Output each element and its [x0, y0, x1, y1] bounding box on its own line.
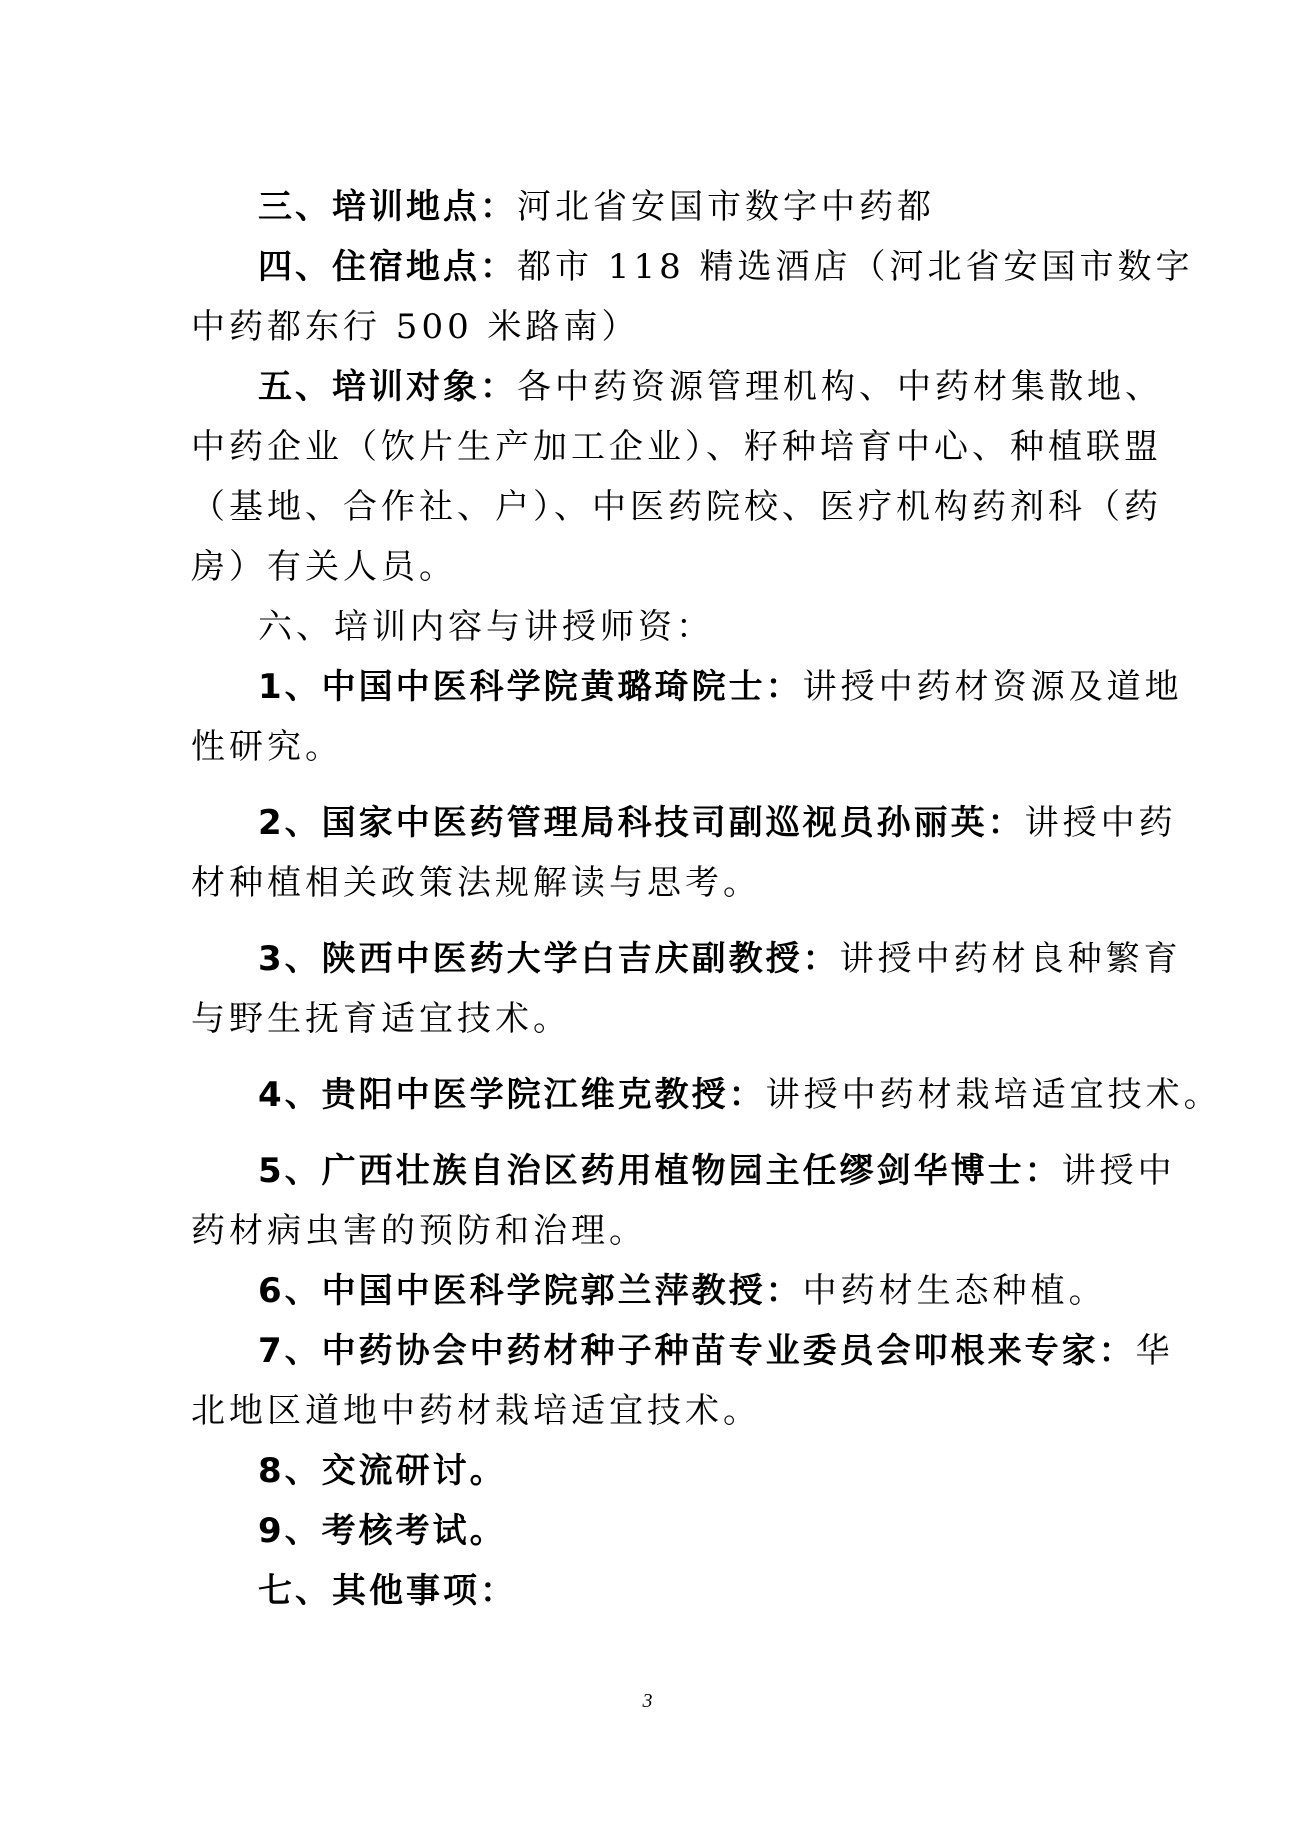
- section-4-continuation: 中药都东行 500 米路南）: [191, 307, 640, 347]
- item-2-text: 讲授中药: [1024, 803, 1177, 843]
- section-6-heading: 六、培训内容与讲授师资：: [258, 607, 714, 647]
- item-2-line: [258, 803, 1177, 843]
- item-4-heading: 4、贵阳中医学院江维克教授：: [258, 1075, 766, 1115]
- section-4-line: [258, 247, 1194, 287]
- section-5-text: 各中药资源管理机构、中药材集散地、: [517, 367, 1163, 407]
- item-6-line: [258, 1271, 1107, 1311]
- section-5-line: [258, 367, 1163, 407]
- section-6-line: [258, 607, 714, 647]
- item-6-text: 中药材生态种植。: [802, 1271, 1107, 1311]
- section-5-heading: 五、培训对象：: [258, 367, 517, 407]
- item-4-line: [258, 1075, 1222, 1115]
- item-8-heading: 8、交流研讨。: [258, 1451, 507, 1491]
- item-5-text: 讲授中: [1061, 1151, 1176, 1191]
- item-5-heading: 5、广西壮族自治区药用植物园主任缪剑华博士：: [258, 1151, 1062, 1191]
- item-5-line: [258, 1151, 1176, 1191]
- section-5-continuation-2: （基地、合作社、户）、中医药院校、医疗机构药剂科（药: [191, 487, 1162, 527]
- page-number: 3: [642, 1690, 653, 1712]
- item-7-text: 华: [1135, 1331, 1174, 1371]
- item-1-heading: 1、中国中医科学院黄璐琦院士：: [258, 667, 803, 707]
- item-1-text: 讲授中药材资源及道地: [802, 667, 1183, 707]
- item-8-line: [258, 1451, 507, 1491]
- section-5-continuation-1: 中药企业（饮片生产加工企业）、籽种培育中心、种植联盟: [191, 427, 1162, 467]
- section-5-continuation-3: 房）有关人员。: [191, 547, 457, 587]
- item-2-heading: 2、国家中医药管理局科技司副巡视员孙丽英：: [258, 803, 1025, 843]
- item-3-line: [258, 939, 1182, 979]
- item-7-line: [258, 1331, 1174, 1371]
- section-3-heading: 三、培训地点：: [258, 187, 517, 227]
- section-3-line: [258, 187, 935, 227]
- item-7-heading: 7、中药协会中药材种子种苗专业委员会叩根来专家：: [258, 1331, 1136, 1371]
- section-7-heading: 七、其他事项：: [258, 1571, 517, 1611]
- section-7-line: [258, 1571, 517, 1611]
- item-1-line: [258, 667, 1183, 707]
- item-9-heading: 9、考核考试。: [258, 1511, 507, 1551]
- item-2-continuation: 材种植相关政策法规解读与思考。: [191, 863, 761, 903]
- section-3-text: 河北省安国市数字中药都: [517, 187, 935, 227]
- item-1-continuation: 性研究。: [191, 727, 343, 767]
- item-5-continuation: 药材病虫害的预防和治理。: [191, 1211, 647, 1251]
- item-3-continuation: 与野生抚育适宜技术。: [191, 999, 571, 1039]
- item-9-line: [258, 1511, 507, 1551]
- section-4-heading: 四、住宿地点：: [258, 247, 517, 287]
- item-3-heading: 3、陕西中医药大学白吉庆副教授：: [258, 939, 840, 979]
- item-7-continuation: 北地区道地中药材栽培适宜技术。: [191, 1391, 761, 1431]
- item-4-text: 讲授中药材栽培适宜技术。: [765, 1075, 1222, 1115]
- section-4-text: 都市 118 精选酒店（河北省安国市数字: [517, 247, 1194, 287]
- item-3-text: 讲授中药材良种繁育: [839, 939, 1182, 979]
- item-6-heading: 6、中国中医科学院郭兰萍教授：: [258, 1271, 803, 1311]
